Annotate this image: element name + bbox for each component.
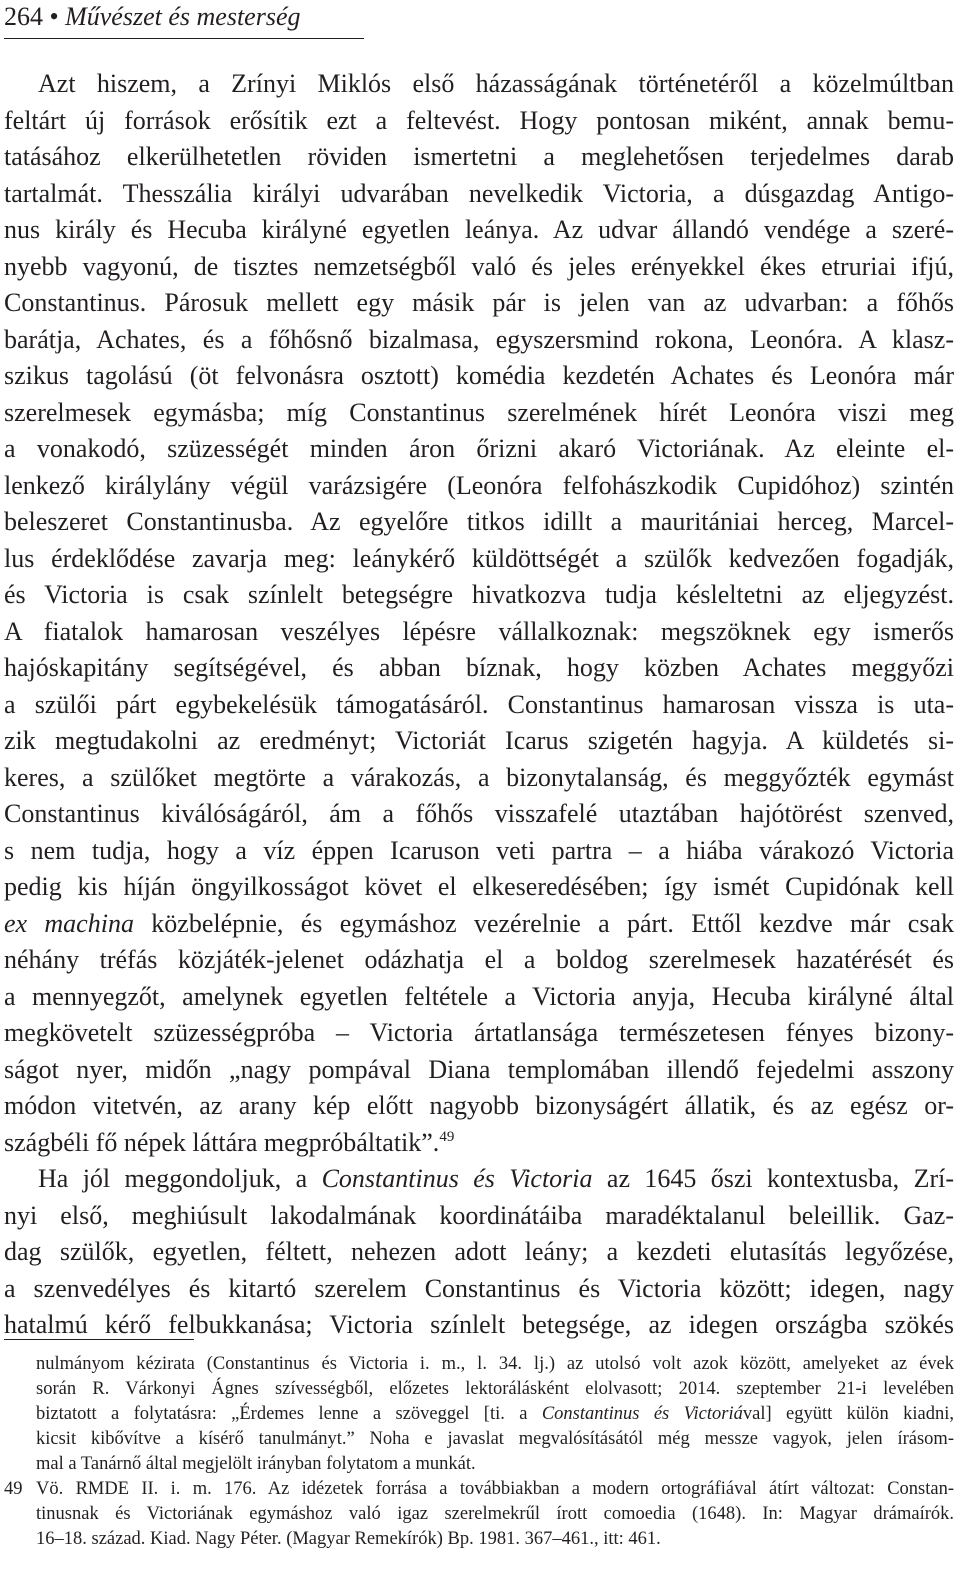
footnote-line <box>4 1402 954 1427</box>
text-line: keres, a szülőket megtörte a várakozás, a bizonytalanság, és meggyőzték egymást <box>4 762 954 792</box>
text-line: a mennyegzőt, amelynek egyetlen feltétele a Victoria anyja, Hecuba királyné által <box>4 981 954 1011</box>
text-line: módon vitetvén, az arany kép előtt nagyobb bizonyságért állatik, és az egész or- <box>4 1091 954 1120</box>
text-line <box>4 1125 954 1162</box>
text-line: a szülői párt egybekelésük támogatásáról. Constantinus hamarosan vissza is uta- <box>4 689 954 719</box>
footnote-line: kicsit kibővítve a kísérő tanulmányt.” Noha e javaslat megvalósításától még messze vagyok, jelen írásom- <box>36 1429 954 1449</box>
main-text <box>4 66 954 1344</box>
footnote-48-continuation <box>4 1352 954 1477</box>
text-line: szikus tagolású (öt felvonásra osztott) komédia kezdetén Achates és Leonóra már <box>4 361 954 390</box>
text-run: az 1645 őszi kontextusba, Zrí- <box>592 1164 954 1193</box>
text-line: A fiatalok hamarosan veszélyes lépésre vállalkoznak: megszöknek egy ismerős <box>4 616 954 646</box>
footnote-line: Vö. RMDE II. i. m. 176. Az idézetek forrása a továbbiakban a modern ortográfiával átírt változat: Constan- <box>36 1479 954 1499</box>
text-run: Ha jól meggondoljuk, a <box>38 1164 322 1193</box>
paragraph-1 <box>4 66 954 1161</box>
text-line: lus érdeklődése zavarja meg: leánykérő küldöttségét a szülők kedvezően fogadják, <box>4 543 954 573</box>
text-line: Azt hiszem, a Zrínyi Miklós első házasságának történetéről a közelmúltban <box>38 69 954 98</box>
text-line: hajóskapitány segítségével, és abban bíznak, hogy közben Achates meggyőzi <box>4 653 954 682</box>
text-line: zik megtudakolni az eredményt; Victoriát Icarus szigetén hagyja. A küldetés si- <box>4 726 954 755</box>
footnotes <box>4 1352 954 1552</box>
text-run: val] együtt külön kiadni, <box>742 1404 954 1424</box>
text-line: pedig kis híján öngyilkosságot követ el elkeseredésében; így ismét Cupidónak kell <box>4 872 954 901</box>
text-line: nyi első, meghiúsult lakodalmának koordinátáiba maradéktalanul beleillik. Gaz- <box>4 1200 954 1230</box>
footnote-line: 16–18. század. Kiad. Nagy Péter. (Magyar Remekírók) Bp. 1981. 367–461., itt: 461. <box>36 1529 661 1549</box>
running-head <box>4 0 364 39</box>
text-line: feltárt új források erősítik ezt a feltevést. Hogy pontosan miként, annak bemu- <box>4 105 954 135</box>
section-title: Művészet és mesterség <box>65 2 301 31</box>
footnote-line: nulmányom kézirata (Constantinus és Victoria i. m., l. 34. lj.) az utolsó volt azok között, amelyeket az évek <box>36 1354 954 1374</box>
text-line: barátja, Achates, és a főhősnő bizalmasa, egyszersmind rokona, Leonóra. A klasz- <box>4 324 954 354</box>
footnote-line: tinusnak és Victoriának egymáshoz való igaz szerelmekrűl írott comoedia (1648). In: Magyar drámaírók. <box>36 1504 954 1524</box>
text-line: néhány tréfás közjáték-jelenet odázhatja el a boldog szerelmesek hazatérését és <box>4 945 954 974</box>
footnote-divider <box>4 1339 194 1340</box>
italic-title: Constantinus és Victoriá <box>541 1404 743 1424</box>
text-line: tartalmát. Thesszália királyi udvarában nevelkedik Victoria, a dúsgazdag Antigo- <box>4 178 954 208</box>
text-line: nus király és Hecuba királyné egyetlen leánya. Az udvar állandó vendége a szeré- <box>4 215 954 244</box>
footnote-ref-49[interactable]: 49 <box>439 1128 455 1145</box>
running-head-text <box>4 2 300 31</box>
text-line <box>4 1161 954 1198</box>
text-line: megkövetelt szüzességpróba – Victoria ártatlansága természetesen fényes bizony- <box>4 1018 954 1047</box>
text-run: biztatott a folytatásra: „Érdemes lenne a szöveggel [ti. a <box>36 1404 542 1424</box>
text-line: lenkező királylány végül varázsigére (Leonóra felfohászkodik Cupidóhoz) szintén <box>4 470 954 500</box>
text-line: a szenvedélyes és kitartó szerelem Constantinus és Victoria között; idegen, nagy <box>4 1273 954 1303</box>
text-line: hatalmú kérő felbukkanása; Victoria színlelt betegsége, az idegen országba szökés <box>4 1310 954 1339</box>
text-line: nyebb vagyonú, de tisztes nemzetségből való és jeles erényekkel ékes etruriai ifjú, <box>4 251 954 281</box>
text-line: Constantinus kiválóságáról, ám a főhős visszafelé utaztában hajótörést szenved, <box>4 799 954 828</box>
footnote-49 <box>4 1477 954 1552</box>
text-line: tatásához elkerülhetetlen röviden ismertetni a meglehetősen terjedelmes darab <box>4 142 954 171</box>
page-number: 264 <box>4 2 43 31</box>
text-line: beleszeret Constantinusba. Az egyelőre titkos idillt a mauritániai herceg, Marcel- <box>4 507 954 536</box>
text-line: s nem tudja, hogy a víz éppen Icaruson veti partra – a hiába várakozó Victoria <box>4 835 954 865</box>
italic-title: Constantinus és Victoria <box>321 1164 593 1193</box>
text-run: szágbéli fő népek láttára megpróbáltatik”. <box>4 1127 440 1157</box>
italic-phrase: ex machina <box>4 908 134 938</box>
footnote-number: 49 <box>4 1479 23 1499</box>
text-line: szerelmesek egymásba; míg Constantinus szerelmének hírét Leonóra viszi meg <box>4 397 954 427</box>
footnote-line: mal a Tanárnő által megjelölt irányban folytatom a munkát. <box>36 1454 476 1474</box>
text-run: közbelépnie, és egymáshoz vezérelnie a párt. Ettől kezdve már csak <box>133 908 954 938</box>
text-line: ságot nyer, midőn „nagy pompával Diana templomában illendő fejedelmi asszony <box>4 1054 954 1084</box>
text-line <box>4 906 954 943</box>
text-line: Constantinus. Párosuk mellett egy másik pár is jelen van az udvarban: a főhős <box>4 288 954 317</box>
bullet-separator: • <box>49 2 59 31</box>
text-line: dag szülők, egyetlen, féltett, nehezen adott leány; a kezdeti elutasítás legyőzése, <box>4 1237 954 1266</box>
paragraph-2 <box>4 1161 954 1344</box>
text-line: a vonakodó, szüzességét minden áron őrizni akaró Victoriának. Az eleinte el- <box>4 434 954 463</box>
text-line: és Victoria is csak színlelt betegségre hivatkozva tudja késleltetni az eljegyzést. <box>4 580 954 609</box>
footnote-line: során R. Várkonyi Ágnes szívességből, előzetes lektorálásként elolvasott; 2014. szeptember 21-i levelében <box>36 1379 954 1399</box>
